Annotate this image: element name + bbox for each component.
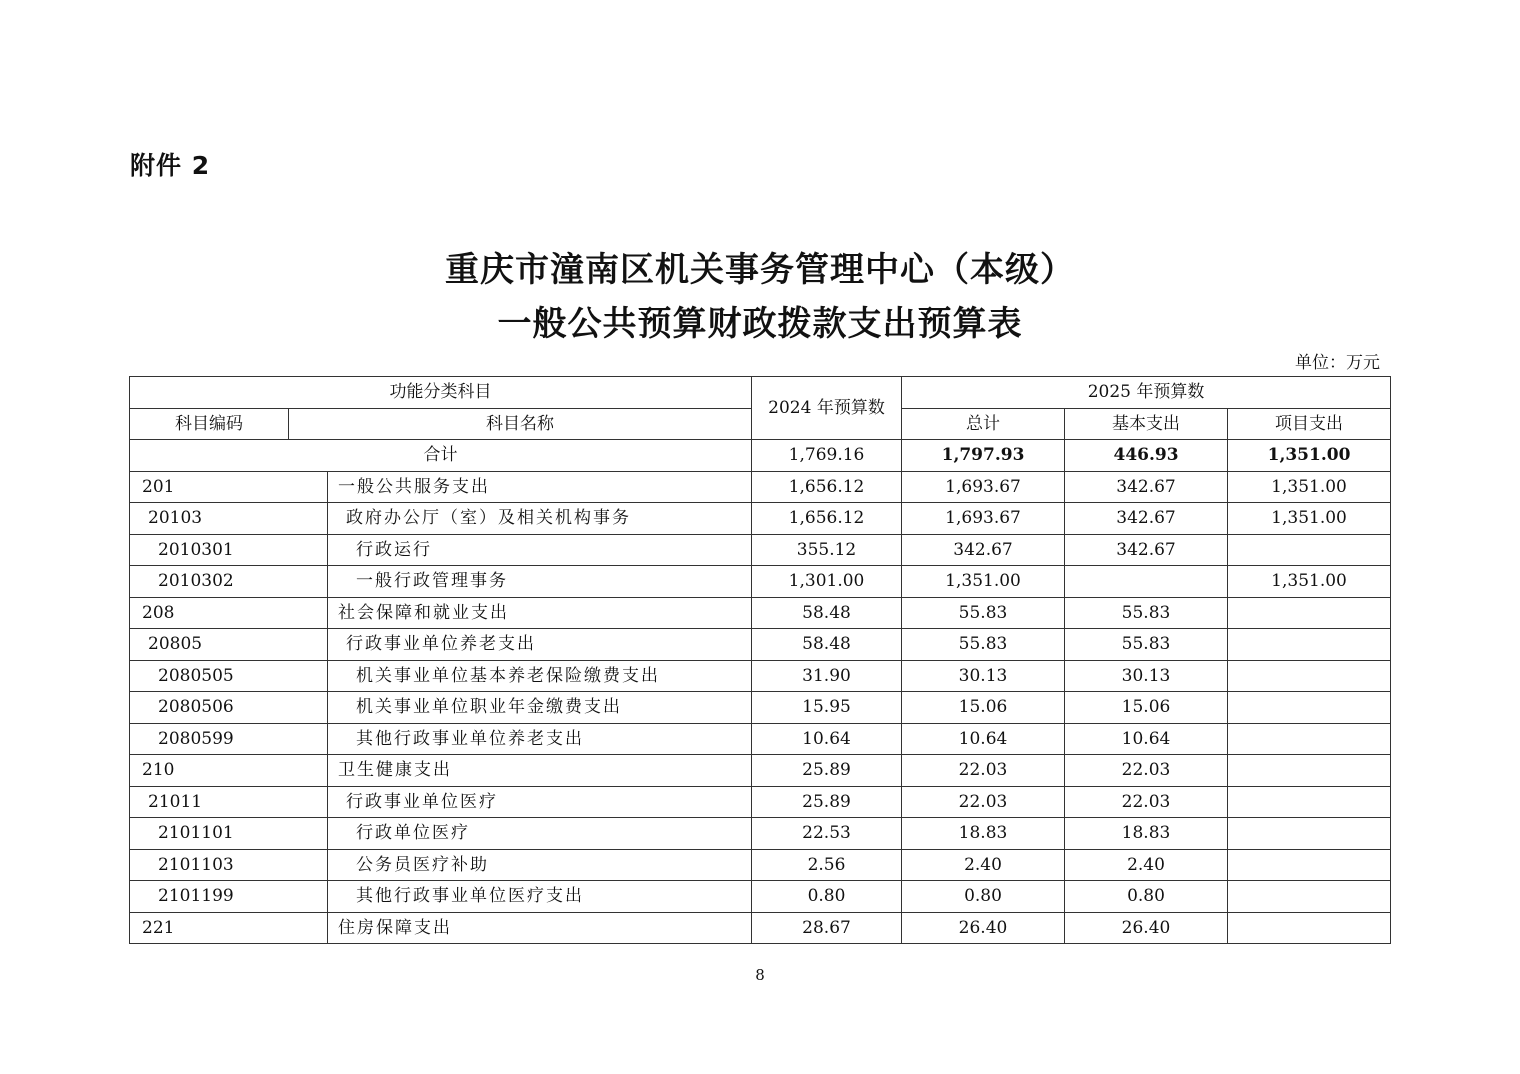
row-name: 机关事业单位职业年金缴费支出 (328, 692, 752, 724)
row-b2024: 28.67 (752, 912, 902, 944)
row-project (1228, 786, 1391, 818)
row-b2024: 355.12 (752, 534, 902, 566)
row-code: 2101101 (130, 818, 328, 850)
row-total: 18.83 (902, 818, 1065, 850)
page-title-line1: 重庆市潼南区机关事务管理中心（本级） (445, 250, 1075, 290)
total-total: 1,797.93 (902, 440, 1065, 472)
row-project (1228, 534, 1391, 566)
table-row (130, 755, 1391, 787)
row-name: 卫生健康支出 (328, 755, 752, 787)
row-basic: 18.83 (1065, 818, 1228, 850)
row-b2024: 1,656.12 (752, 503, 902, 535)
row-name: 住房保障支出 (328, 912, 752, 944)
row-project (1228, 660, 1391, 692)
row-basic: 10.64 (1065, 723, 1228, 755)
row-project (1228, 755, 1391, 787)
row-total: 22.03 (902, 755, 1065, 787)
row-b2024: 1,656.12 (752, 471, 902, 503)
page-number: 8 (755, 966, 765, 984)
table-row (130, 566, 1391, 598)
row-project (1228, 629, 1391, 661)
table-row (130, 912, 1391, 944)
header-project: 项目支出 (1228, 408, 1391, 440)
header-budget-2024: 2024 年预算数 (752, 377, 902, 440)
row-b2024: 25.89 (752, 786, 902, 818)
budget-table (129, 376, 1391, 944)
row-basic: 55.83 (1065, 597, 1228, 629)
header-name: 科目名称 (289, 408, 752, 440)
row-basic (1065, 566, 1228, 598)
table-row (130, 881, 1391, 913)
unit-label: 单位：万元 (1295, 353, 1380, 373)
total-label: 合计 (130, 440, 752, 472)
row-code: 20805 (130, 629, 328, 661)
row-code: 20103 (130, 503, 328, 535)
row-total: 55.83 (902, 597, 1065, 629)
row-code: 210 (130, 755, 328, 787)
table-row (130, 534, 1391, 566)
row-basic: 15.06 (1065, 692, 1228, 724)
row-code: 221 (130, 912, 328, 944)
row-project (1228, 723, 1391, 755)
row-b2024: 22.53 (752, 818, 902, 850)
row-project: 1,351.00 (1228, 503, 1391, 535)
table-row (130, 786, 1391, 818)
row-code: 2010302 (130, 566, 328, 598)
row-code: 2010301 (130, 534, 328, 566)
row-b2024: 0.80 (752, 881, 902, 913)
row-basic: 22.03 (1065, 786, 1228, 818)
row-name: 行政事业单位医疗 (328, 786, 752, 818)
row-basic: 342.67 (1065, 471, 1228, 503)
row-basic: 342.67 (1065, 534, 1228, 566)
header-code: 科目编码 (130, 408, 289, 440)
row-total: 30.13 (902, 660, 1065, 692)
row-project: 1,351.00 (1228, 566, 1391, 598)
row-basic: 26.40 (1065, 912, 1228, 944)
row-project (1228, 912, 1391, 944)
row-total: 2.40 (902, 849, 1065, 881)
row-code: 2080506 (130, 692, 328, 724)
table-row (130, 660, 1391, 692)
row-code: 201 (130, 471, 328, 503)
row-b2024: 25.89 (752, 755, 902, 787)
row-project (1228, 849, 1391, 881)
table-row (130, 471, 1391, 503)
row-total: 10.64 (902, 723, 1065, 755)
attachment-label: 附件 2 (130, 151, 211, 180)
row-b2024: 1,301.00 (752, 566, 902, 598)
page-title-line2: 一般公共预算财政拨款支出预算表 (497, 304, 1023, 344)
row-b2024: 10.64 (752, 723, 902, 755)
row-total: 1,693.67 (902, 471, 1065, 503)
table-row (130, 723, 1391, 755)
row-b2024: 15.95 (752, 692, 902, 724)
row-basic: 22.03 (1065, 755, 1228, 787)
row-basic: 55.83 (1065, 629, 1228, 661)
header-budget-2025: 2025 年预算数 (902, 377, 1391, 409)
row-total: 55.83 (902, 629, 1065, 661)
row-code: 2080505 (130, 660, 328, 692)
row-b2024: 58.48 (752, 629, 902, 661)
row-name: 社会保障和就业支出 (328, 597, 752, 629)
table-row (130, 597, 1391, 629)
header-total: 总计 (902, 408, 1065, 440)
row-b2024: 2.56 (752, 849, 902, 881)
table-row (130, 503, 1391, 535)
row-total: 22.03 (902, 786, 1065, 818)
total-project: 1,351.00 (1228, 440, 1391, 472)
row-project (1228, 692, 1391, 724)
row-name: 行政单位医疗 (328, 818, 752, 850)
row-total: 342.67 (902, 534, 1065, 566)
row-code: 208 (130, 597, 328, 629)
row-project: 1,351.00 (1228, 471, 1391, 503)
total-row (130, 440, 1391, 472)
row-project (1228, 881, 1391, 913)
table-row (130, 818, 1391, 850)
row-total: 15.06 (902, 692, 1065, 724)
row-total: 26.40 (902, 912, 1065, 944)
row-name: 行政运行 (328, 534, 752, 566)
header-basic: 基本支出 (1065, 408, 1228, 440)
row-name: 其他行政事业单位医疗支出 (328, 881, 752, 913)
row-name: 一般行政管理事务 (328, 566, 752, 598)
row-code: 2101103 (130, 849, 328, 881)
row-code: 21011 (130, 786, 328, 818)
row-basic: 30.13 (1065, 660, 1228, 692)
table-row (130, 849, 1391, 881)
row-project (1228, 818, 1391, 850)
row-name: 政府办公厅（室）及相关机构事务 (328, 503, 752, 535)
total-basic: 446.93 (1065, 440, 1228, 472)
row-project (1228, 597, 1391, 629)
row-total: 1,693.67 (902, 503, 1065, 535)
row-basic: 0.80 (1065, 881, 1228, 913)
row-basic: 2.40 (1065, 849, 1228, 881)
row-name: 一般公共服务支出 (328, 471, 752, 503)
row-b2024: 58.48 (752, 597, 902, 629)
total-b2024: 1,769.16 (752, 440, 902, 472)
row-basic: 342.67 (1065, 503, 1228, 535)
row-b2024: 31.90 (752, 660, 902, 692)
row-total: 1,351.00 (902, 566, 1065, 598)
table-row (130, 692, 1391, 724)
row-total: 0.80 (902, 881, 1065, 913)
row-name: 行政事业单位养老支出 (328, 629, 752, 661)
row-code: 2080599 (130, 723, 328, 755)
row-name: 公务员医疗补助 (328, 849, 752, 881)
row-code: 2101199 (130, 881, 328, 913)
table-row (130, 629, 1391, 661)
row-name: 机关事业单位基本养老保险缴费支出 (328, 660, 752, 692)
row-name: 其他行政事业单位养老支出 (328, 723, 752, 755)
header-functional-category: 功能分类科目 (130, 377, 752, 409)
